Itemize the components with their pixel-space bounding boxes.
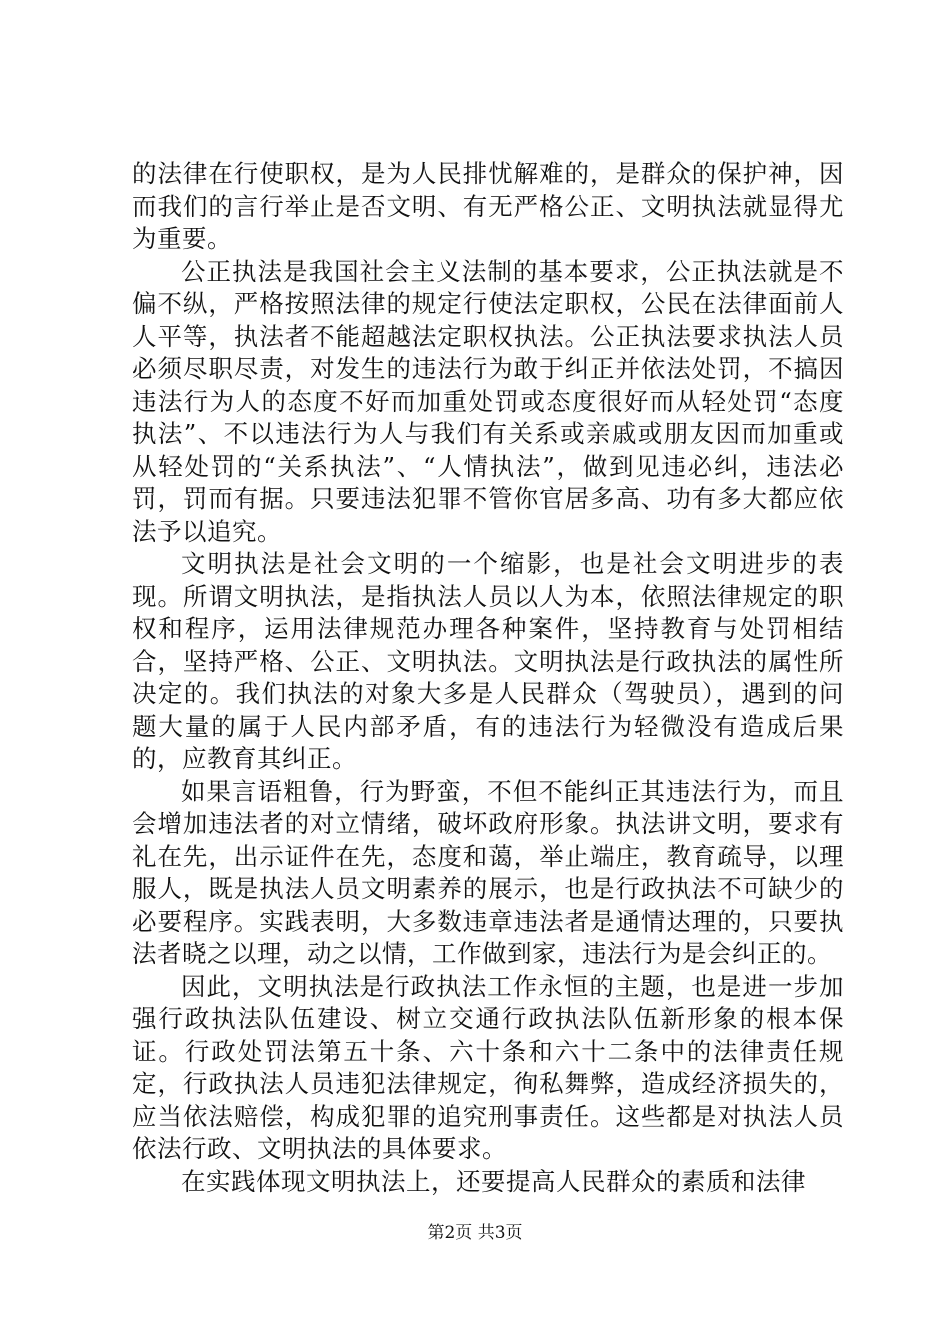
paragraph-2: 公正执法是我国社会主义法制的基本要求，公正执法就是不偏不纵，严格按照法律的规定行使法定职权，公民在法律面前人人平等，执法者不能超越法定职权执法。公正执法要求执法人员必须尽职尽责，对发生的违法行为敢于纠正并依法处罚，不搞因违法行为人的态度不好而加重处罚或态度很好而从轻处罚“态度执法”、不以违法行为人与我们有关系或亲戚或朋友因而加重或从轻处罚的“关系执法”、“人情执法”，做到见违必纠，违法必罚，罚而有据。只要违法犯罪不管你官居多高、功有多大都应依法予以追究。 [132,256,844,546]
paragraph-3: 文明执法是社会文明的一个缩影，也是社会文明进步的表现。所谓文明执法，是指执法人员以人为本，依照法律规定的职权和程序，运用法律规范办理各种案件，坚持教育与处罚相结合，坚持严格、公正、文明执法。文明执法是行政执法的属性所决定的。我们执法的对象大多是人民群众（驾驶员），遇到的问题大量的属于人民内部矛盾，有的违法行为轻微没有造成后果的，应教育其纠正。 [132,549,844,773]
paragraph-6: 在实践体现文明执法上，还要提高人民群众的素质和法律 [181,1166,806,1196]
paragraph-5: 因此，文明执法是行政执法工作永恒的主题，也是进一步加强行政执法队伍建设、树立交通行政执法队伍新形象的根本保证。行政处罚法第五十条、六十条和六十二条中的法律责任规定，行政执法人员违犯法律规定，徇私舞弊，造成经济损失的，应当依法赔偿，构成犯罪的追究刑事责任。这些都是对执法人员依法行政、文明执法的具体要求。 [132,971,844,1163]
page-footer: 第2页 共3页 [427,1223,523,1243]
paragraph-1: 的法律在行使职权，是为人民排忧解难的，是群众的保护神，因而我们的言行举止是否文明、有无严格公正、文明执法就显得尤为重要。 [132,159,844,253]
paragraph-4: 如果言语粗鲁，行为野蛮，不但不能纠正其违法行为，而且会增加违法者的对立情绪，破坏政府形象。执法讲文明，要求有礼在先，出示证件在先，态度和蔼，举止端庄，教育疏导，以理服人，既是执法人员文明素养的展示，也是行政执法不可缺少的必要程序。实践表明，大多数违章违法者是通情达理的，只要执法者晓之以理，动之以情，工作做到家，违法行为是会纠正的。 [132,776,844,968]
document-body [132,158,844,1198]
